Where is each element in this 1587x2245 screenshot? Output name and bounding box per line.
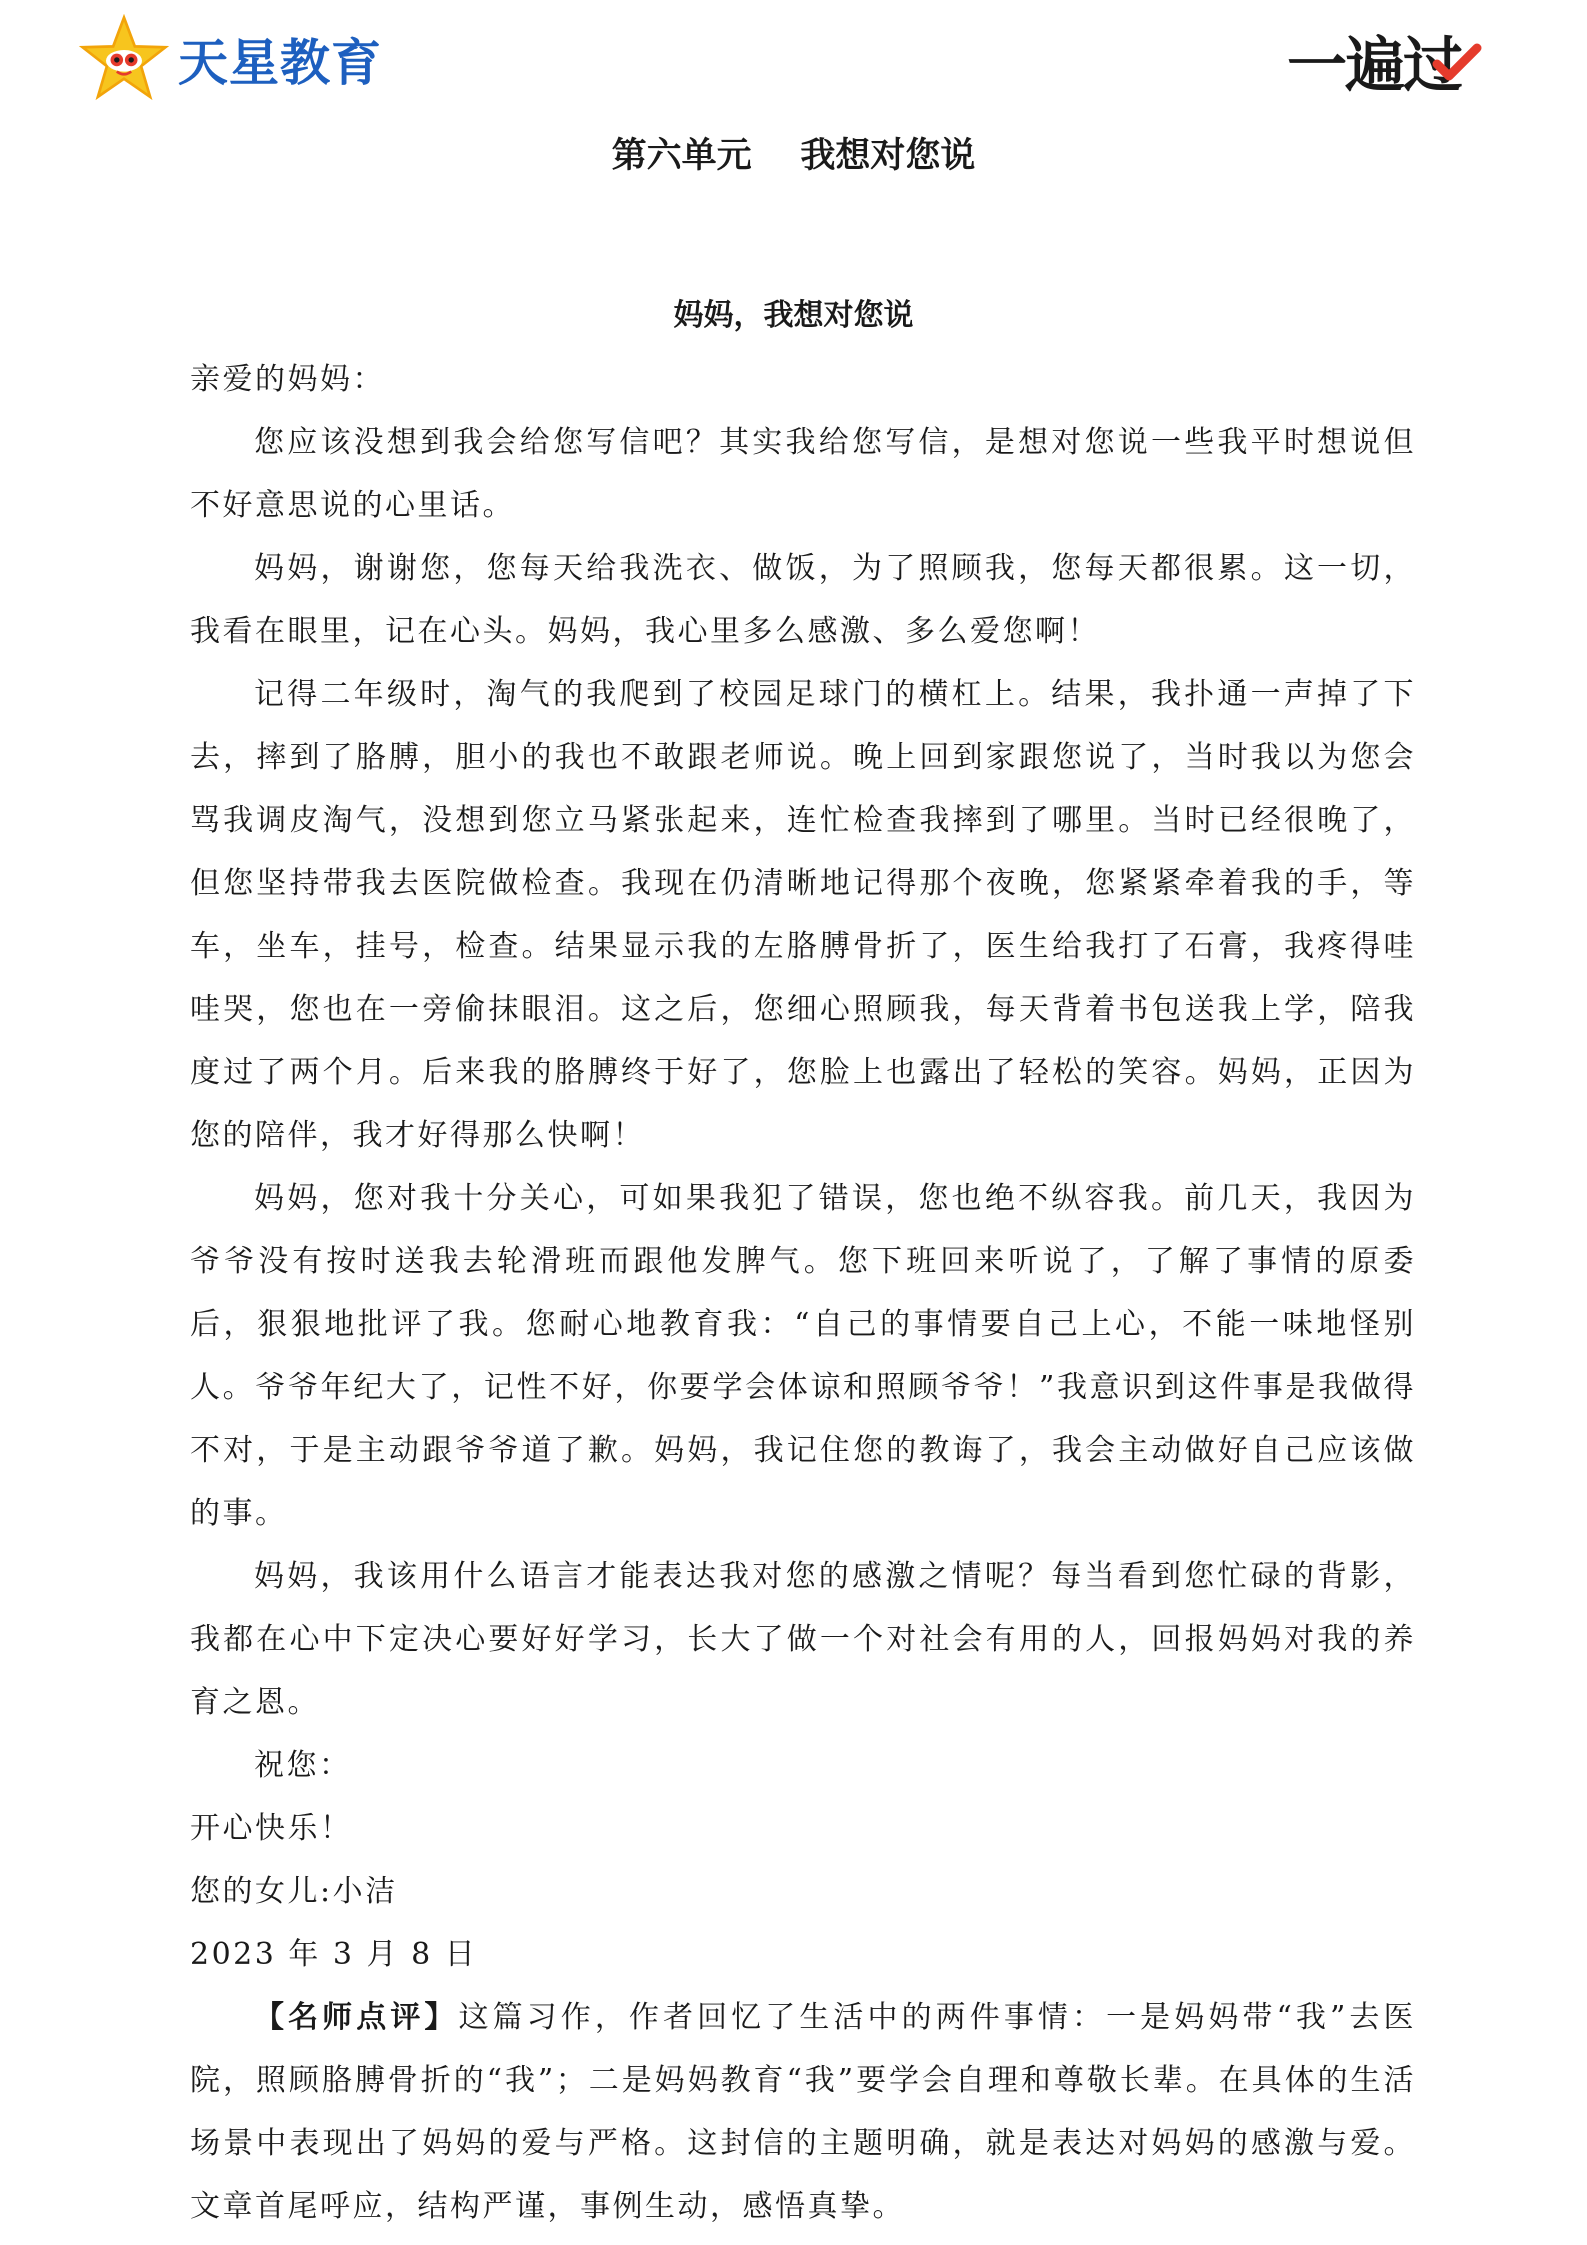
checkmark-icon [1287, 26, 1487, 106]
unit-title: 第六单元 我想对您说 [611, 135, 976, 176]
closing-greeting: 祝您： [254, 1748, 352, 1783]
salutation: 亲爱的妈妈： [190, 362, 385, 397]
essay-title: 妈妈，我想对您说 [673, 298, 914, 333]
paragraph: 您应该没想到我会给您写信吧？其实我给您写信，是想对您说一些我平时想说但不好意思说的心里话。 [190, 425, 1416, 523]
series-logo [1287, 26, 1487, 106]
teacher-commentary [190, 1986, 1416, 2238]
star-mascot-icon [78, 14, 170, 104]
essay-body [190, 348, 1416, 2238]
letter-date: 2023 年 3 月 8 日 [190, 1937, 478, 1972]
commentary-label: 【名师点评】 [254, 2000, 459, 2035]
paragraph: 妈妈，我该用什么语言才能表达我对您的感激之情呢？每当看到您忙碌的背影，我都在心中下定决心要好好学习，长大了做一个对社会有用的人，回报妈妈对我的养育之恩。 [190, 1559, 1416, 1720]
series-logo-text: 一遍过 [1287, 31, 1461, 101]
paragraph: 记得二年级时，淘气的我爬到了校园足球门的横杠上。结果，我扑通一声掉了下去，摔到了胳膊，胆小的我也不敢跟老师说。晚上回到家跟您说了，当时我以为您会骂我调皮淘气，没想到您立马紧张起来，连忙检查我摔到了哪里。当时已经很晚了，但您坚持带我去医院做检查。我现在仍清晰地记得那个夜晚，您紧紧牵着我的手，等车，坐车，挂号，检查。结果显示我的左胳膊骨折了，医生给我打了石膏，我疼得哇哇哭，您也在一旁偷抹眼泪。这之后，您细心照顾我，每天背着书包送我上学，陪我度过了两个月。后来我的胳膊终于好了，您脸上也露出了轻松的笑容。妈妈，正因为您的陪伴，我才好得那么快啊！ [190, 677, 1416, 1153]
brand-name: 天星教育 [178, 34, 382, 92]
paragraph: 妈妈，您对我十分关心，可如果我犯了错误，您也绝不纵容我。前几天，我因为爷爷没有按时送我去轮滑班而跟他发脾气。您下班回来听说了，了解了事情的原委后，狠狠地批评了我。您耐心地教育我：“自己的事情要自己上心，不能一味地怪别人。爷爷年纪大了，记性不好，你要学会体谅和照顾爷爷！”我意识到这件事是我做得不对，于是主动跟爷爷道了歉。妈妈，我记住您的教诲了，我会主动做好自己应该做的事。 [190, 1181, 1416, 1531]
paragraph: 妈妈，谢谢您，您每天给我洗衣、做饭，为了照顾我，您每天都很累。这一切，我看在眼里，记在心头。妈妈，我心里多么感激、多么爱您啊！ [190, 551, 1416, 649]
brand-logo [78, 14, 382, 104]
signature: 您的女儿:小洁 [190, 1874, 398, 1909]
closing-wish: 开心快乐！ [190, 1811, 353, 1846]
commentary-text: 这篇习作，作者回忆了生活中的两件事情：一是妈妈带“我”去医院，照顾胳膊骨折的“我”；二是妈妈教育“我”要学会自理和尊敬长辈。在具体的生活场景中表现出了妈妈的爱与严格。这封信的主题明确，就是表达对妈妈的感激与爱。文章首尾呼应，结构严谨，事例生动，感悟真挚。 [190, 2000, 1416, 2224]
